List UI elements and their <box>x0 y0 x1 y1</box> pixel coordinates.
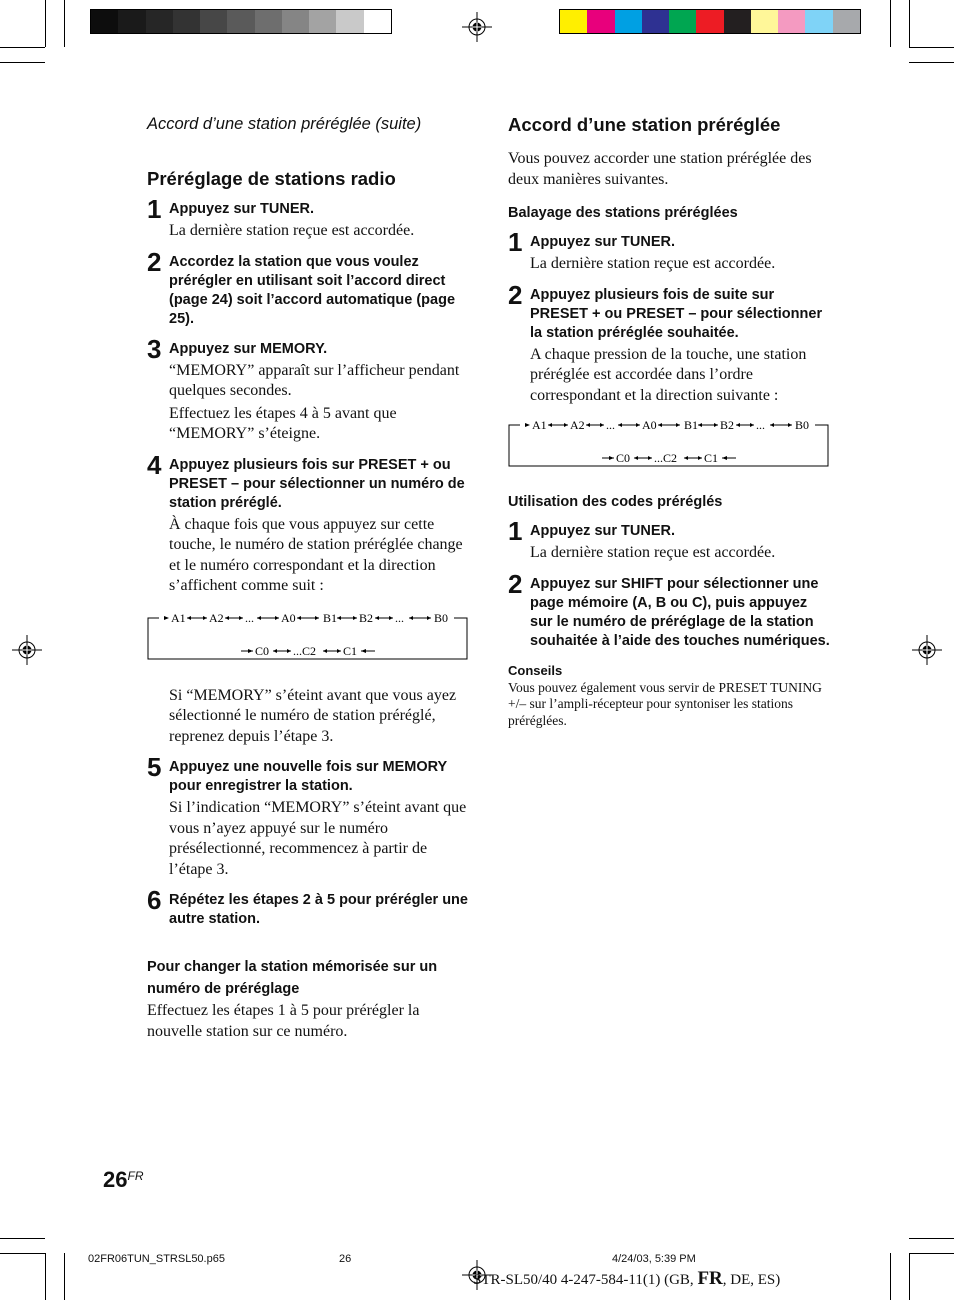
page-number-value: 26 <box>103 1167 128 1192</box>
tips-body: Vous pouvez également vous servir de PRESET TUNING +/– sur l’ampli-récepteur pour syntoniser les stations préréglées. <box>508 679 822 728</box>
crop-mark <box>909 62 954 63</box>
diagram-label-B2: B2 <box>359 610 374 625</box>
bidirectional-arrow-icon <box>257 616 279 620</box>
bidirectional-arrow-icon <box>297 616 319 620</box>
preset-sequence-diagram <box>508 417 830 467</box>
step-4 <box>147 449 469 597</box>
step-number: 1 <box>508 516 523 546</box>
subsection-title: Balayage des stations préréglées <box>508 205 738 221</box>
bidirectional-arrow-icon <box>658 423 680 427</box>
diagram-label-B2: B2 <box>720 418 735 432</box>
crop-mark <box>0 1238 45 1239</box>
step-number: 1 <box>508 227 523 257</box>
diagram-label-A1: A1 <box>171 610 186 625</box>
arrow-right-icon <box>525 423 530 427</box>
color-swatch <box>560 10 587 33</box>
footer-sheet: 26 <box>339 1253 352 1265</box>
registration-mark-icon <box>12 635 42 665</box>
diagram-label-dotsdotsdotsC2: ...C2 <box>293 643 317 658</box>
bidirectional-arrow-icon <box>736 423 754 427</box>
bidirectional-arrow-icon <box>698 423 718 427</box>
footer-model-lang: FR <box>697 1268 723 1289</box>
registration-mark-icon <box>462 12 492 42</box>
color-swatch <box>833 10 860 33</box>
sequence-svg <box>508 417 830 467</box>
step-number: 1 <box>147 194 162 224</box>
diagram-label-B0: B0 <box>795 418 810 432</box>
color-swatch <box>724 10 751 33</box>
step-instruction: Appuyez une nouvelle fois sur MEMORY pour enregistrer la station. <box>169 759 447 794</box>
bidirectional-arrow-icon <box>225 616 243 620</box>
color-swatch <box>255 10 282 33</box>
grayscale-calibration-bar <box>90 9 392 34</box>
diagram-label-dotsdotsdots: ... <box>245 610 254 625</box>
step-1 <box>508 227 830 275</box>
step-instruction: Appuyez plusieurs fois de suite sur PRESET + ou PRESET – pour sélectionner la station préréglée souhaitée. <box>530 286 823 341</box>
diagram-label-C0: C0 <box>616 451 631 465</box>
step-instruction: Appuyez sur MEMORY. <box>169 340 328 357</box>
step-instruction: Appuyez sur TUNER. <box>530 234 676 250</box>
crop-mark <box>45 1253 46 1300</box>
step-2 <box>147 246 469 329</box>
diagram-note: Si “MEMORY” s’éteint avant que vous ayez sélectionné le numéro de station préréglé, reprenez depuis l’étape 3. <box>169 686 457 745</box>
step-number: 3 <box>147 333 162 364</box>
bidirectional-arrow-icon <box>409 616 431 620</box>
preset-sequence-diagram <box>147 610 469 660</box>
diagram-label-dotsdotsdots: ... <box>395 610 404 625</box>
step-body: “MEMORY” apparaît sur l’afficheur pendant quelques secondes. <box>169 361 460 399</box>
bidirectional-arrow-icon <box>548 423 568 427</box>
crop-mark <box>45 0 46 47</box>
diagram-label-B0: B0 <box>434 610 449 625</box>
crop-mark <box>0 1253 45 1254</box>
diagram-label-dotsdotsdotsC2: ...C2 <box>654 451 678 465</box>
crop-mark <box>909 1253 910 1300</box>
subsection-title: Utilisation des codes préréglés <box>508 494 723 510</box>
bidirectional-arrow-icon <box>187 616 207 620</box>
step-2 <box>508 568 830 651</box>
step-number: 2 <box>508 279 523 310</box>
step-instruction: Répétez les étapes 2 à 5 pour prérégler une autre station. <box>169 892 468 927</box>
footer-date: 4/24/03, 5:39 PM <box>612 1253 696 1265</box>
step-number: 2 <box>508 568 523 599</box>
color-swatch <box>282 10 309 33</box>
crop-mark <box>0 47 45 48</box>
color-swatch <box>751 10 778 33</box>
crop-mark <box>890 0 891 47</box>
bidirectional-arrow-icon <box>337 616 357 620</box>
step-body: La dernière station reçue est accordée. <box>530 255 776 272</box>
color-swatch <box>364 10 391 33</box>
step-instruction: Accordez la station que vous voulez prérégler en utilisant soit l’accord direct (page 24) soit l’accord automatique (page 25). <box>169 253 456 327</box>
step-body: A chaque pression de la touche, une station préréglée est accordée dans l’ordre correspondant et la direction suivante : <box>530 345 807 404</box>
color-swatch <box>805 10 832 33</box>
color-swatch <box>615 10 642 33</box>
diagram-label-A0: A0 <box>642 418 657 432</box>
diagram-label-A2: A2 <box>209 610 224 625</box>
color-swatch <box>696 10 723 33</box>
crop-mark <box>64 0 65 47</box>
step-1 <box>147 194 469 242</box>
color-swatch <box>227 10 254 33</box>
arrow-right-icon <box>602 456 614 460</box>
footer-model-suffix: , DE, ES) <box>722 1272 781 1288</box>
section-title: Préréglage de stations radio <box>147 168 396 189</box>
bidirectional-arrow-icon <box>586 423 604 427</box>
bidirectional-arrow-icon <box>770 423 792 427</box>
page-number <box>103 1167 143 1193</box>
crop-mark <box>909 0 910 47</box>
bidirectional-arrow-icon <box>618 423 640 427</box>
bidirectional-arrow-icon <box>634 456 652 460</box>
page-language: FR <box>127 1169 144 1183</box>
diagram-label-C1: C1 <box>704 451 719 465</box>
diagram-label-C1: C1 <box>343 643 358 658</box>
crop-mark <box>64 1253 65 1300</box>
color-swatch <box>173 10 200 33</box>
left-column <box>147 113 469 1042</box>
intro-text: Vous pouvez accorder une station préréglée des deux manières suivantes. <box>508 150 812 188</box>
color-swatch <box>669 10 696 33</box>
right-column <box>508 113 830 729</box>
step-body: Si l’indication “MEMORY” s’éteint avant que vous n’ayez appuyé sur le numéro présélectionné, recommencez à partir de l’étape 3. <box>169 799 467 878</box>
color-swatch <box>336 10 363 33</box>
step-number: 2 <box>147 246 162 277</box>
bidirectional-arrow-icon <box>375 616 393 620</box>
diagram-label-B1: B1 <box>684 418 699 432</box>
arrow-left-icon <box>361 649 375 653</box>
color-swatch <box>778 10 805 33</box>
color-swatch <box>146 10 173 33</box>
footer-model <box>473 1268 780 1290</box>
subsection-body: Effectuez les étapes 1 à 5 pour prérégler la nouvelle station sur ce numéro. <box>147 1002 420 1040</box>
section-title: Accord d’une station préréglée <box>508 114 781 135</box>
arrow-left-icon <box>722 456 736 460</box>
footer-model-prefix: STR-SL50/40 4-247-584-11(1) (GB, <box>473 1272 698 1288</box>
footer-filename: 02FR06TUN_STRSL50.p65 <box>88 1253 225 1265</box>
color-calibration-bar <box>559 9 861 34</box>
diagram-label-dotsdotsdots: ... <box>756 418 765 432</box>
bidirectional-arrow-icon <box>273 649 291 653</box>
crop-mark <box>909 1253 954 1254</box>
arrow-right-icon <box>241 649 253 653</box>
diagram-label-C0: C0 <box>255 643 270 658</box>
crop-mark <box>909 47 954 48</box>
sequence-svg <box>147 610 469 660</box>
step-number: 6 <box>147 885 162 915</box>
bidirectional-arrow-icon <box>323 649 341 653</box>
step-body: Effectuez les étapes 4 à 5 avant que “MEMORY” s’éteigne. <box>169 404 397 442</box>
color-swatch <box>587 10 614 33</box>
step-instruction: Appuyez sur SHIFT pour sélectionner une page mémoire (A, B ou C), puis appuyez sur le numéro de préréglage de la station souhaitée à l’aide des touches numériques. <box>530 575 830 649</box>
step-instruction: Appuyez sur TUNER. <box>169 201 315 217</box>
step-body: La dernière station reçue est accordée. <box>530 544 776 561</box>
color-swatch <box>642 10 669 33</box>
step-6 <box>147 885 469 929</box>
step-instruction: Appuyez plusieurs fois sur PRESET + ou PRESET – pour sélectionner un numéro de station préréglé. <box>169 456 465 511</box>
diagram-label-dotsdotsdots: ... <box>606 418 615 432</box>
step-2 <box>508 279 830 407</box>
running-head: Accord d’une station préréglée (suite) <box>147 115 422 133</box>
diagram-label-A0: A0 <box>281 610 296 625</box>
diagram-label-A2: A2 <box>570 418 585 432</box>
diagram-label-B1: B1 <box>323 610 338 625</box>
color-swatch <box>200 10 227 33</box>
arrow-right-icon <box>164 616 169 620</box>
step-body: La dernière station reçue est accordée. <box>169 222 415 239</box>
bidirectional-arrow-icon <box>684 456 702 460</box>
crop-mark <box>909 1238 954 1239</box>
crop-mark <box>890 1253 891 1300</box>
tips-title: Conseils <box>508 662 563 678</box>
step-5 <box>147 752 469 880</box>
step-number: 4 <box>147 449 162 480</box>
color-swatch <box>309 10 336 33</box>
step-body: À chaque fois que vous appuyez sur cette touche, le numéro de station préréglée change et le numéro correspondant et la direction s’affichent comme suit : <box>169 515 463 594</box>
color-swatch <box>91 10 118 33</box>
step-number: 5 <box>147 752 162 782</box>
step-instruction: Appuyez sur TUNER. <box>530 523 676 539</box>
step-1 <box>508 516 830 564</box>
color-swatch <box>118 10 145 33</box>
subsection-title: Pour changer la station mémorisée sur un numéro de préréglage <box>147 959 438 997</box>
registration-mark-icon <box>912 635 942 665</box>
diagram-label-A1: A1 <box>532 418 547 432</box>
crop-mark <box>0 62 45 63</box>
step-3 <box>147 333 469 445</box>
